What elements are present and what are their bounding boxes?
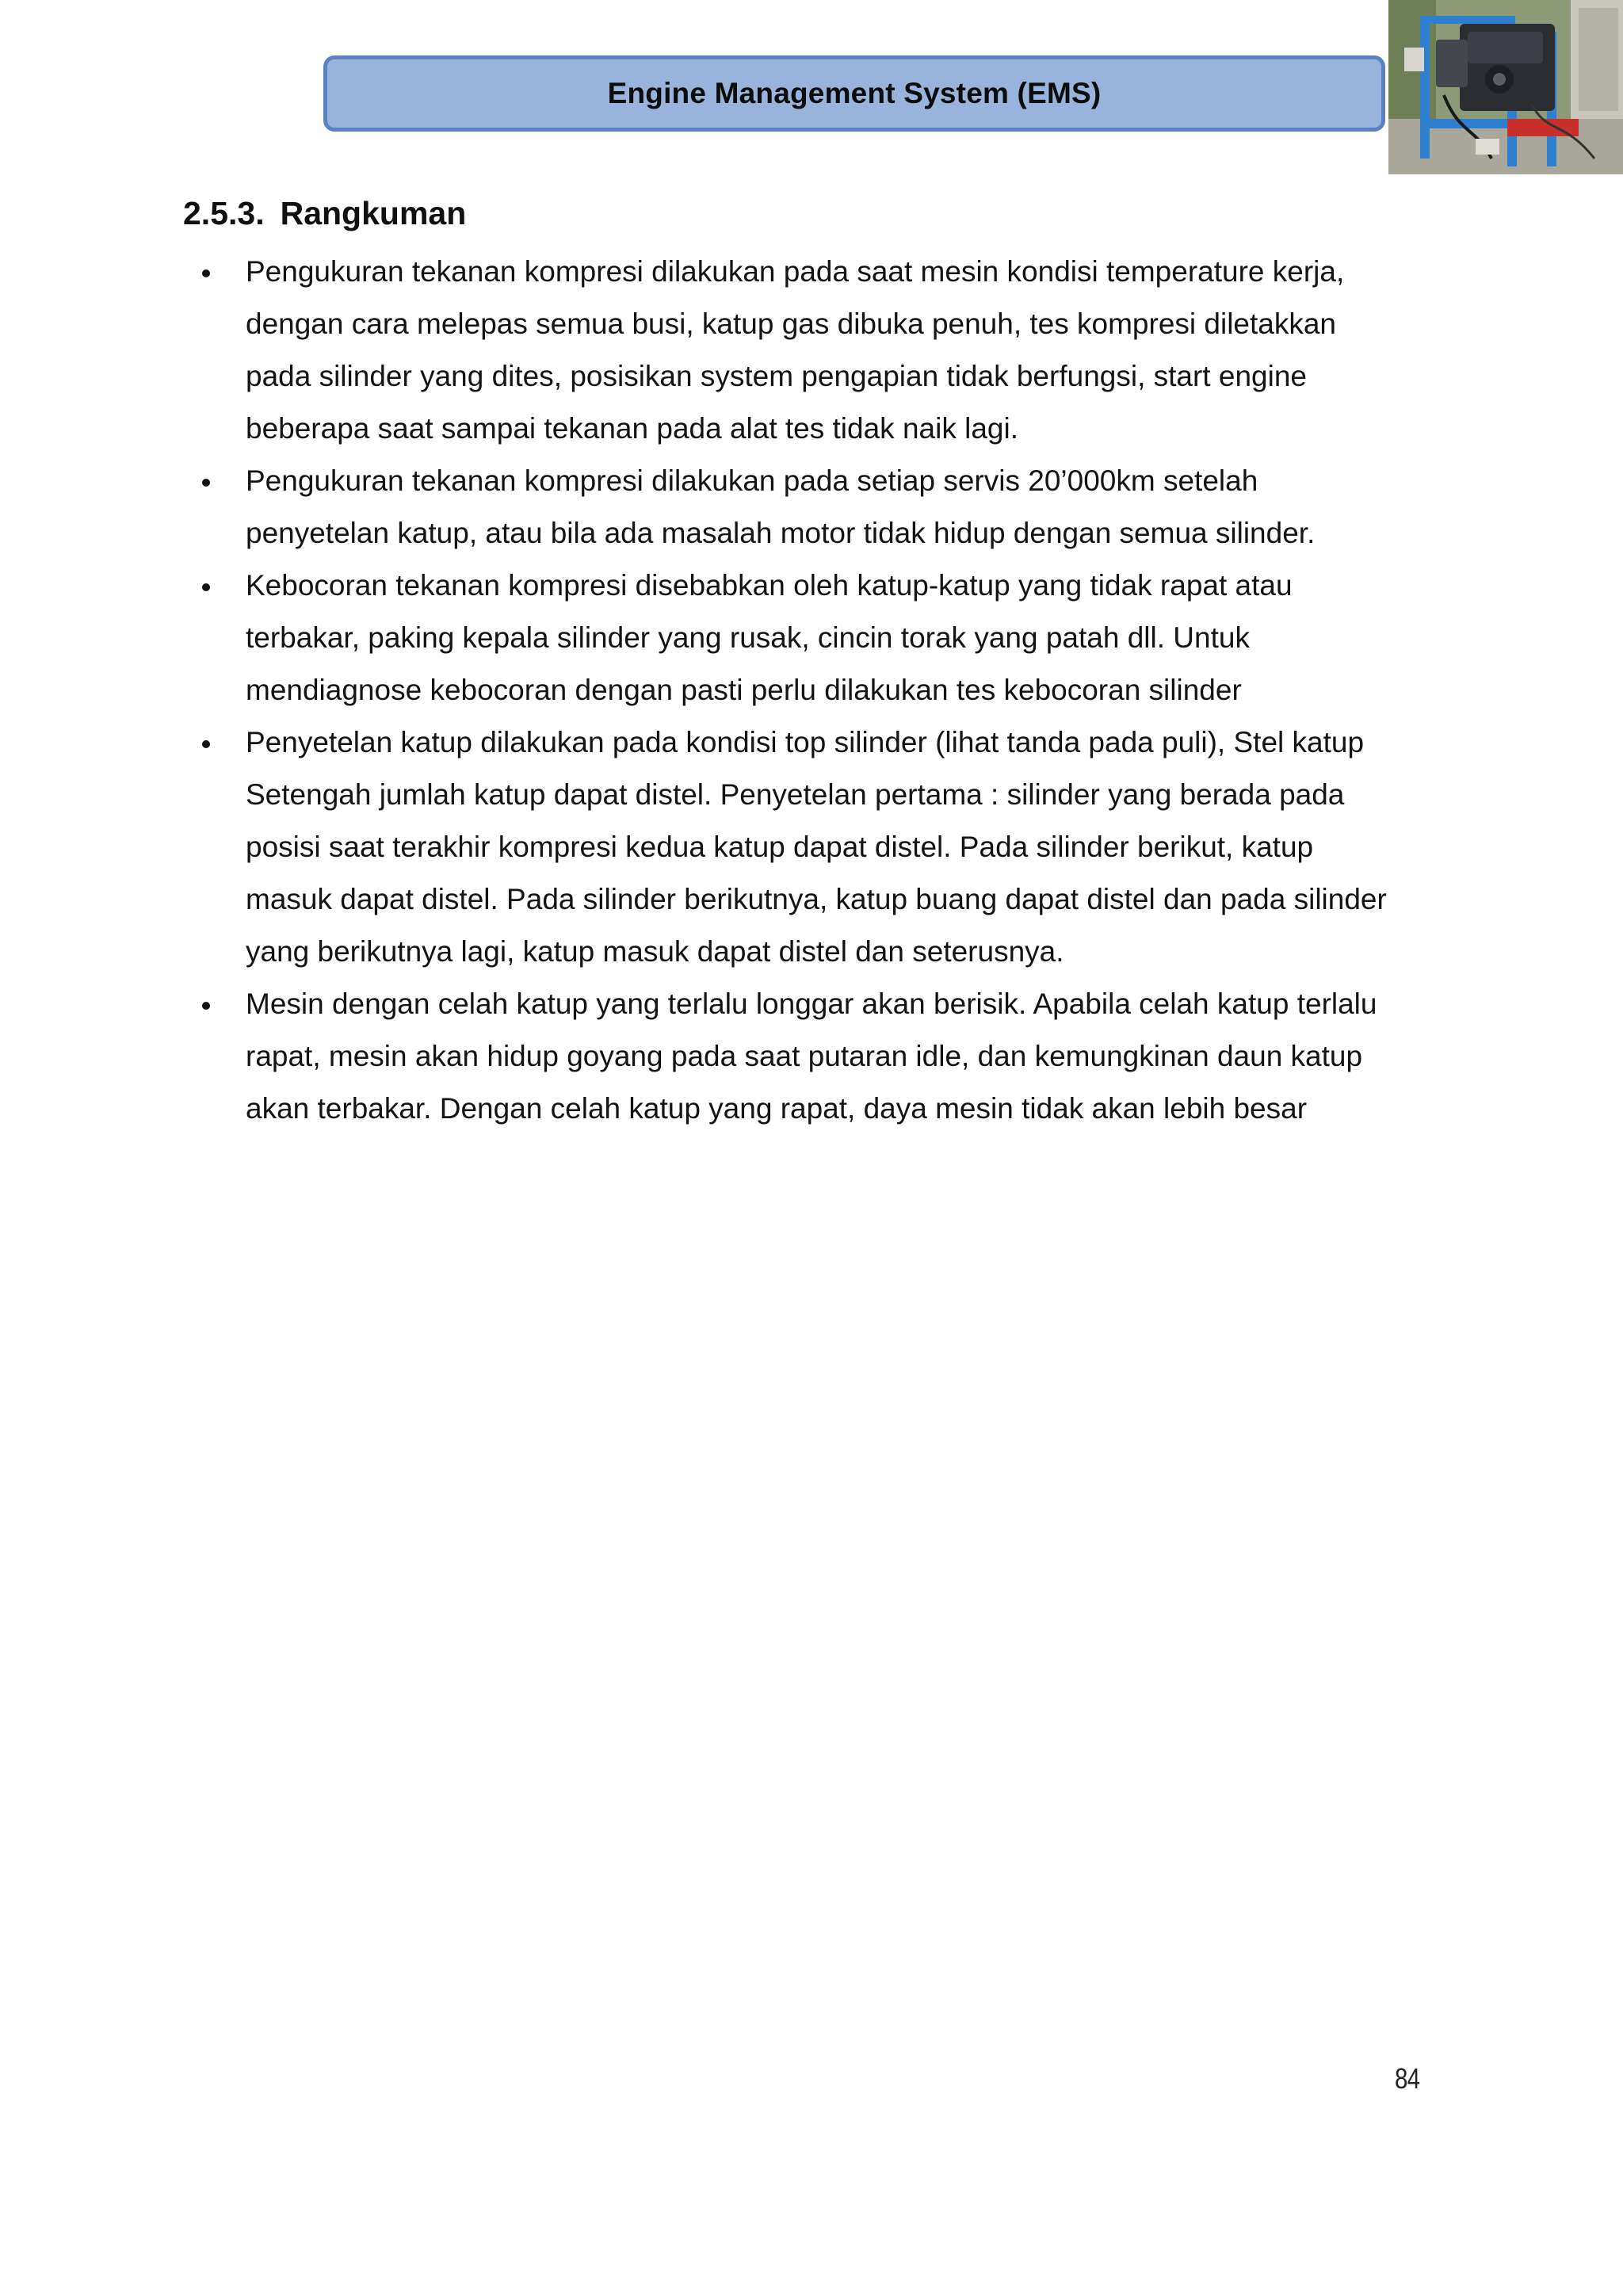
- engine-trainer-photo-drawing: [1388, 0, 1623, 174]
- header-bar: [323, 55, 1385, 132]
- bullet-dot-icon: [202, 1002, 210, 1010]
- bullet-line: pada silinder yang dites, posisikan system pengapian tidak berfungsi, start engine: [246, 360, 1307, 392]
- bullet-line: posisi saat terakhir kompresi kedua katup dapat distel. Pada silinder berikut, katup: [246, 831, 1314, 863]
- page-number: 84: [1395, 2062, 1420, 2095]
- section-number: 2.5.3.: [183, 195, 265, 231]
- bullet-dot-icon: [202, 479, 210, 487]
- section-title: Rangkuman: [280, 195, 467, 231]
- bullet-line: rapat, mesin akan hidup goyang pada saat putaran idle, dan kemungkinan daun katup: [246, 1040, 1363, 1072]
- bullet-dot-icon: [202, 740, 210, 748]
- bullet-line: Pengukuran tekanan kompresi dilakukan pada setiap servis 20’000km setelah: [246, 464, 1258, 497]
- bullet-line: Setengah jumlah katup dapat distel. Penyetelan pertama : silinder yang berada pada: [246, 778, 1345, 811]
- bullet-line: penyetelan katup, atau bila ada masalah motor tidak hidup dengan semua silinder.: [246, 517, 1316, 549]
- bullet-dot-icon: [202, 269, 210, 277]
- header-title: Engine Management System (EMS): [607, 77, 1102, 109]
- summary-bullet-list: [184, 246, 1436, 1135]
- bullet-item: [184, 455, 1436, 560]
- bullet-line: Kebocoran tekanan kompresi disebabkan oleh katup-katup yang tidak rapat atau: [246, 569, 1293, 602]
- bullet-line: Pengukuran tekanan kompresi dilakukan pada saat mesin kondisi temperature kerja,: [246, 255, 1345, 288]
- section-heading: [183, 195, 466, 232]
- bullet-line: Penyetelan katup dilakukan pada kondisi top silinder (lihat tanda pada puli), Stel katup: [246, 726, 1365, 758]
- bullet-dot-icon: [202, 583, 210, 591]
- bullet-line: terbakar, paking kepala silinder yang rusak, cincin torak yang patah dll. Untuk: [246, 621, 1250, 654]
- engine-trainer-photo: [1388, 0, 1623, 174]
- bullet-item: [184, 978, 1436, 1135]
- bullet-line: dengan cara melepas semua busi, katup gas dibuka penuh, tes kompresi diletakkan: [246, 308, 1337, 340]
- bullet-line: akan terbakar. Dengan celah katup yang rapat, daya mesin tidak akan lebih besar: [246, 1092, 1308, 1125]
- bullet-line: mendiagnose kebocoran dengan pasti perlu dilakukan tes kebocoran silinder: [246, 674, 1242, 706]
- bullet-item: [184, 560, 1436, 716]
- bullet-line: yang berikutnya lagi, katup masuk dapat distel dan seterusnya.: [246, 935, 1064, 968]
- bullet-line: beberapa saat sampai tekanan pada alat tes tidak naik lagi.: [246, 412, 1018, 445]
- bullet-line: masuk dapat distel. Pada silinder berikutnya, katup buang dapat distel dan pada silinder: [246, 883, 1387, 915]
- bullet-line: Mesin dengan celah katup yang terlalu longgar akan berisik. Apabila celah katup terlalu: [246, 988, 1377, 1020]
- bullet-item: [184, 716, 1436, 978]
- bullet-item: [184, 246, 1436, 455]
